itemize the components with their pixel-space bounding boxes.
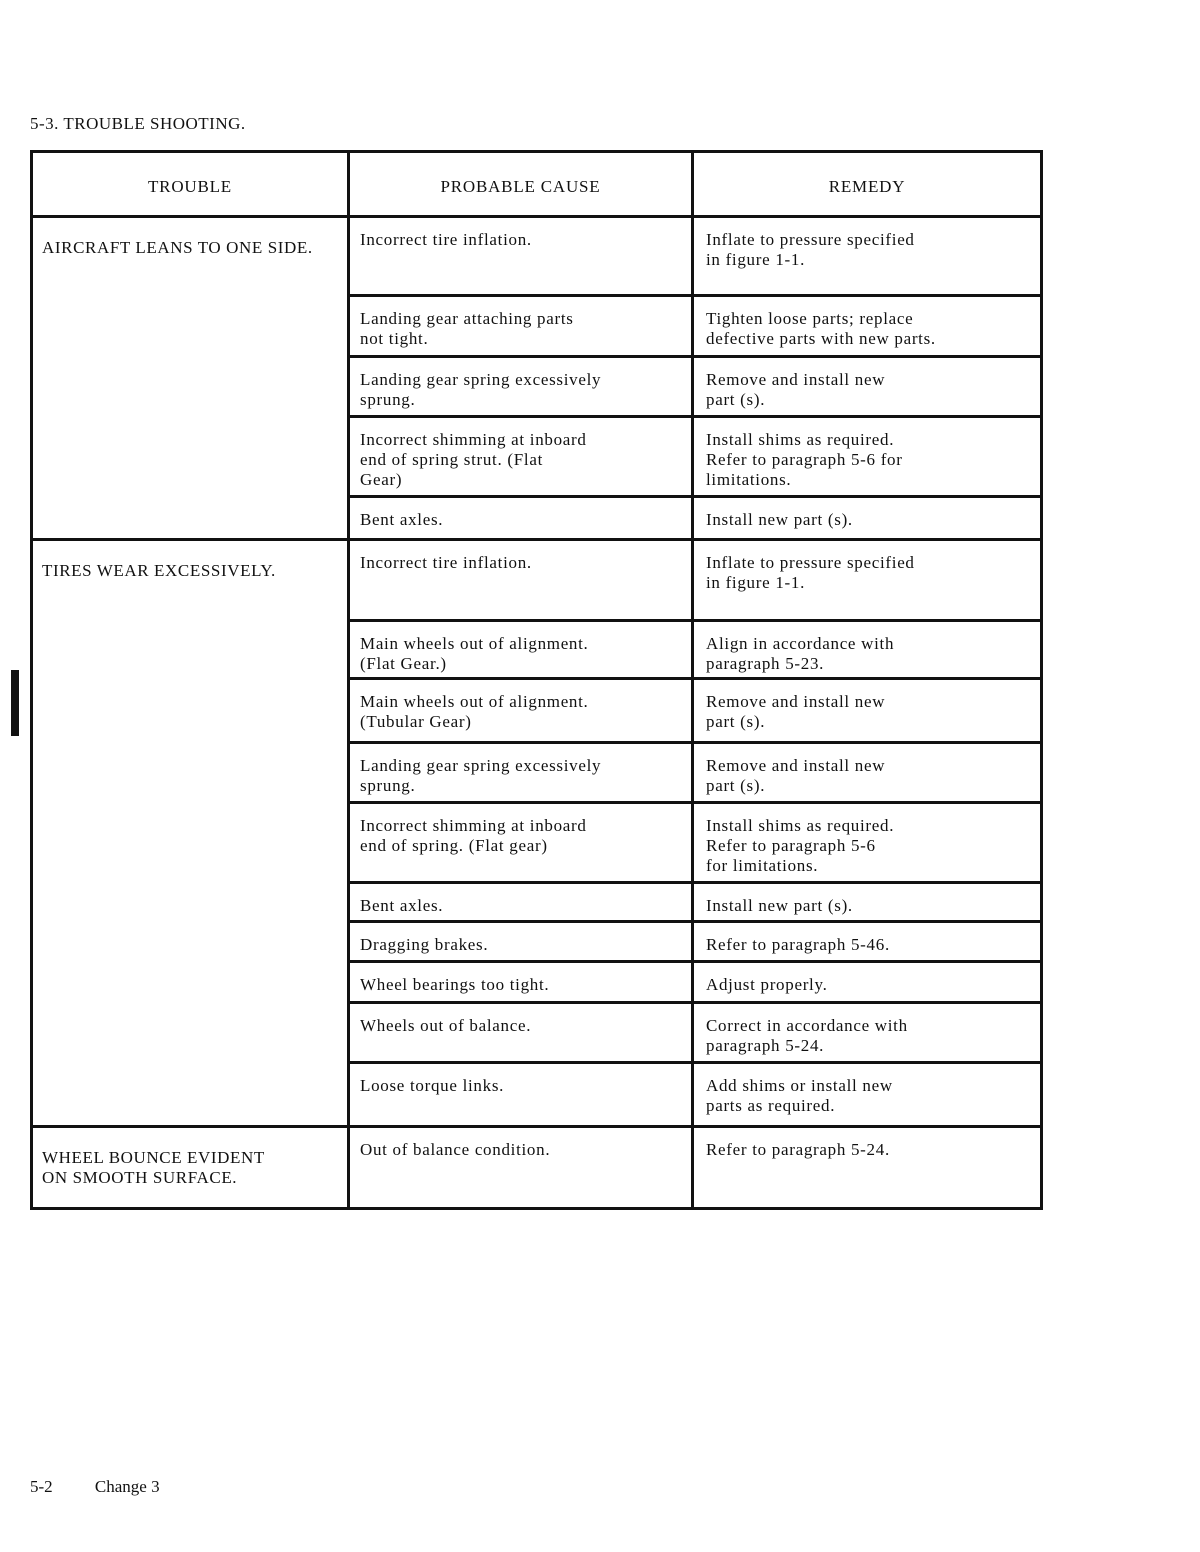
- remedy-cell: Install shims as required. Refer to paragraph 5-6 for limitations.: [706, 430, 903, 489]
- remedy-cell: Remove and install new part (s).: [706, 692, 886, 731]
- cause-cell: Loose torque links.: [350, 1064, 694, 1125]
- remedy-cell: Align in accordance with paragraph 5-23.: [706, 634, 895, 673]
- cause-cell: Bent axles.: [350, 498, 694, 538]
- remedy-cell: Adjust properly.: [706, 975, 828, 994]
- page-footer: [30, 1477, 198, 1497]
- header-cause: PROBABLE CAUSE: [350, 153, 694, 215]
- change-bar: [11, 670, 19, 736]
- cause-cell: Incorrect tire inflation.: [350, 218, 694, 294]
- cause-cell: Landing gear spring excessively sprung.: [350, 744, 694, 801]
- page-number: 5-2: [30, 1477, 53, 1496]
- remedy-cell: Add shims or install new parts as required.: [706, 1076, 893, 1115]
- remedy-cell: Tighten loose parts; replace defective parts with new parts.: [706, 309, 936, 348]
- table-row: [350, 680, 1040, 744]
- cause-cell: Landing gear spring excessively sprung.: [350, 358, 694, 415]
- remedy-cell: Install new part (s).: [706, 896, 853, 915]
- table-row: [350, 297, 1040, 358]
- table-row: [350, 1128, 1040, 1207]
- cause-cell: Main wheels out of alignment. (Flat Gear.): [350, 622, 694, 677]
- cause-cell: Wheel bearings too tight.: [350, 963, 694, 1001]
- cause-remedy-list: [350, 218, 1040, 538]
- table-row: [350, 218, 1040, 297]
- remedy-cell: Remove and install new part (s).: [706, 756, 886, 795]
- change-number: Change 3: [94, 1477, 160, 1496]
- cause-cell: Bent axles.: [350, 884, 694, 920]
- header-remedy: REMEDY: [828, 177, 906, 196]
- cause-cell: Incorrect shimming at inboard end of spring. (Flat gear): [350, 804, 694, 881]
- table-row: [350, 541, 1040, 622]
- table-row: [350, 804, 1040, 884]
- cause-cell: Dragging brakes.: [350, 923, 694, 960]
- remedy-cell: Remove and install new part (s).: [706, 370, 886, 409]
- trouble-cell: AIRCRAFT LEANS TO ONE SIDE.: [33, 218, 350, 538]
- table-row: [350, 498, 1040, 538]
- trouble-group: [33, 218, 1040, 541]
- table-row: [350, 1064, 1040, 1125]
- troubleshooting-table: [30, 150, 1043, 1210]
- trouble-cell: TIRES WEAR EXCESSIVELY.: [33, 541, 350, 1125]
- remedy-cell: Inflate to pressure specified in figure 1-1.: [706, 230, 915, 269]
- remedy-cell: Refer to paragraph 5-24.: [706, 1140, 890, 1159]
- cause-cell: Main wheels out of alignment. (Tubular Gear): [350, 680, 694, 741]
- cause-cell: Landing gear attaching parts not tight.: [350, 297, 694, 355]
- remedy-cell: Refer to paragraph 5-46.: [706, 935, 890, 954]
- table-row: [350, 744, 1040, 804]
- cause-cell: Wheels out of balance.: [350, 1004, 694, 1061]
- table-header: [33, 153, 1040, 218]
- cause-cell: Incorrect tire inflation.: [350, 541, 694, 619]
- remedy-cell: Correct in accordance with paragraph 5-24.: [706, 1016, 908, 1055]
- cause-cell: Out of balance condition.: [350, 1128, 694, 1207]
- cause-remedy-list: [350, 1128, 1040, 1207]
- trouble-group: [33, 1128, 1040, 1207]
- table-row: [350, 358, 1040, 418]
- remedy-cell: Inflate to pressure specified in figure 1-1.: [706, 553, 915, 592]
- table-row: [350, 963, 1040, 1004]
- cause-remedy-list: [350, 541, 1040, 1125]
- trouble-group: [33, 541, 1040, 1128]
- cause-cell: Incorrect shimming at inboard end of spring strut. (Flat Gear): [350, 418, 694, 495]
- trouble-cell: WHEEL BOUNCE EVIDENT ON SMOOTH SURFACE.: [33, 1128, 350, 1207]
- header-trouble: TROUBLE: [33, 153, 350, 215]
- table-row: [350, 622, 1040, 680]
- table-row: [350, 923, 1040, 963]
- table-row: [350, 418, 1040, 498]
- section-title: 5-3. TROUBLE SHOOTING.: [30, 114, 246, 133]
- table-row: [350, 884, 1040, 923]
- remedy-cell: Install new part (s).: [706, 510, 853, 529]
- remedy-cell: Install shims as required. Refer to paragraph 5-6 for limitations.: [706, 816, 895, 875]
- table-body: [33, 218, 1040, 1207]
- table-row: [350, 1004, 1040, 1064]
